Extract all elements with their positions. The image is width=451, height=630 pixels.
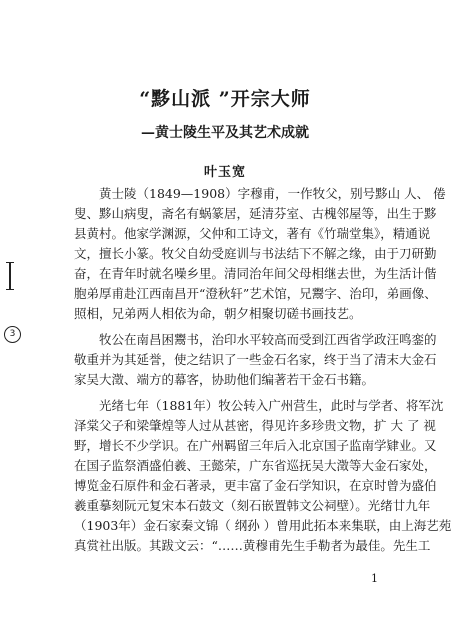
paragraph-3-line-6: 羲重摹刻阮元复宋本石鼓文（刻石嵌置韩文公祠壁）。光绪廿九年 xyxy=(74,498,431,513)
paragraph-1-line-2: 叟、黟山病叟，斋名有蜗篆居，延清芬室、古槐邻屋等，出生于黟 xyxy=(74,206,437,221)
paragraph-3-line-8: 真赏社出版。其跋文云：“……黄穆甫先生手勒者为最佳。先生工 xyxy=(74,538,431,553)
page-number: 1 xyxy=(371,572,378,585)
paragraph-3-line-7: （1903年）金石家秦文锦（ 纲孙 ）曾用此拓本来集联，由上海艺苑 xyxy=(74,518,451,533)
paragraph-1-line-4: 文，擅长小篆。牧父自幼受庭训与书法结下不解之缘，由于刀研勤 xyxy=(74,246,437,261)
paragraph-2-line-1: 牧公在南昌困鬻书，治印水平较高而受到江西省学政汪鸣銮的 xyxy=(99,332,437,347)
paragraph-2-line-3: 家吴大澂、端方的幕客，协助他们编著若干金石书籍。 xyxy=(74,372,375,387)
paragraph-1-line-1: 黄士陵（1849—1908）字穆甫，一作牧父，别号黟山 人、 倦 xyxy=(99,186,446,201)
paragraph-3-line-2: 泽棠父子和梁肇煌等人过从甚密，得见许多珍贵文物，扩 大 了 视 xyxy=(74,418,436,433)
paragraph-1-line-7: 照相，兄弟两人相依为命，朝夕相聚切磋书画技艺。 xyxy=(74,306,362,321)
paragraph-3-line-3: 野，增长不少学识。在广州羁留三年后入北京国子监南学肄业。又 xyxy=(74,438,437,453)
paragraph-1-line-6: 胞弟厚甫赴江西南昌开“澄秋轩”艺术馆，兄鬻字、治印，弟画像、 xyxy=(74,286,437,301)
paragraph-1-line-3: 县黄村。他家学渊源，父仲和工诗文，著有《竹瑞堂集》，精通说 xyxy=(74,226,431,241)
article-title: “黟山派 ”开宗大师 xyxy=(139,88,311,110)
paragraph-3-line-1: 光绪七年（1881年）牧公转入广州营生，此时与学者、将军沈 xyxy=(99,398,444,413)
paragraph-3-line-4: 在国子监祭酒盛伯羲、王懿荣，广东省巡抚吴大澂等大金石家处， xyxy=(74,458,437,473)
article-author: 叶玉宽 xyxy=(203,165,246,180)
article-subtitle: —黄士陵生平及其艺术成就 xyxy=(141,125,309,141)
paragraph-3-line-5: 博览金石原件和金石著录，更丰富了金石学知识，在京时曾为盛伯 xyxy=(74,478,437,493)
margin-circle-mark: 3 xyxy=(4,326,21,343)
paragraph-1-line-5: 奋，在青年时就名噪乡里。清同治年间父母相继去世，为生活计偕 xyxy=(74,266,437,281)
paragraph-2-line-2: 敬重并为其延誉，使之结识了一些金石名家，终于当了清末大金石 xyxy=(74,352,437,367)
margin-bracket-mark xyxy=(6,262,14,290)
